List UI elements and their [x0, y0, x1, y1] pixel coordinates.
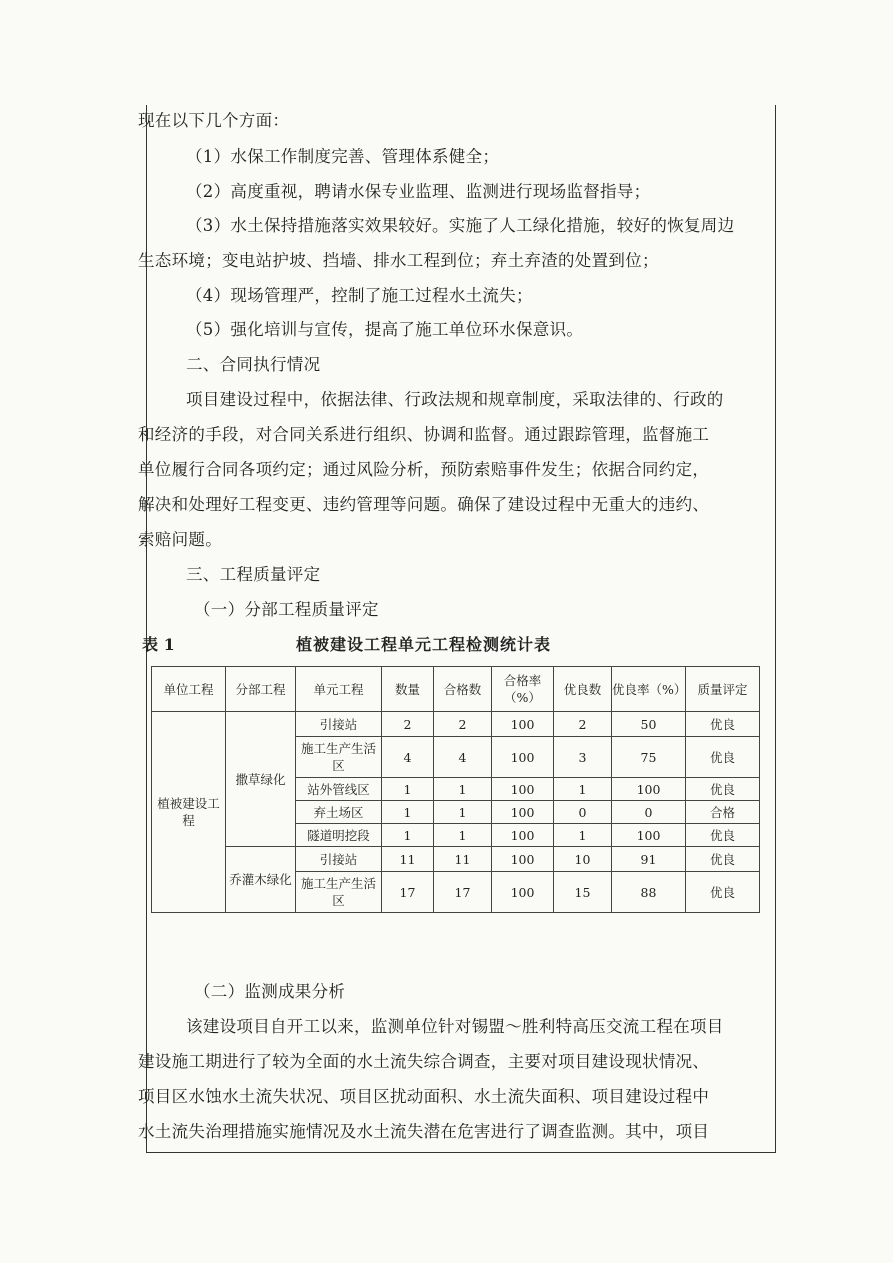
paragraph-line: 水土流失治理措施实施情况及水土流失潜在危害进行了调查监测。其中，项目 — [138, 1122, 710, 1141]
list-item-1: （1）水保工作制度完善、管理体系健全； — [186, 147, 500, 166]
cell-grade: 优良 — [686, 872, 760, 913]
cell-excellent: 3 — [554, 737, 612, 778]
cell-qualified-rate: 100 — [492, 778, 554, 801]
header-unit: 单位工程 — [152, 667, 226, 712]
header-excellent-rate: 优良率（%） — [612, 667, 686, 712]
cell-excellent-rate: 88 — [612, 872, 686, 913]
paragraph-line: 项目建设过程中，依据法律、行政法规和规章制度，采取法律的、行政的 — [186, 390, 724, 409]
cell-element: 引接站 — [296, 847, 382, 872]
cell-count: 1 — [382, 824, 434, 847]
header-count: 数量 — [382, 667, 434, 712]
paragraph-line: 索赔问题。 — [138, 530, 222, 549]
cell-qualified-rate: 100 — [492, 872, 554, 913]
cell-excellent-rate: 91 — [612, 847, 686, 872]
cell-excellent-rate: 50 — [612, 712, 686, 737]
list-item-5: （5）强化培训与宣传，提高了施工单位环水保意识。 — [186, 320, 584, 339]
cell-excellent: 1 — [554, 778, 612, 801]
cell-grade: 合格 — [686, 801, 760, 824]
cell-excellent-rate: 100 — [612, 778, 686, 801]
cell-count: 1 — [382, 801, 434, 824]
list-item-3: （3）水土保持措施落实效果较好。实施了人工绿化措施，较好的恢复周边 — [186, 216, 735, 235]
table-title: 植被建设工程单元工程检测统计表 — [296, 635, 552, 654]
paragraph-line: 项目区水蚀水土流失状况、项目区扰动面积、水土流失面积、项目建设过程中 — [138, 1087, 710, 1106]
cell-excellent: 0 — [554, 801, 612, 824]
header-grade: 质量评定 — [686, 667, 760, 712]
list-item-3-cont: 生态环境；变电站护坡、挡墙、排水工程到位；弃土弃渣的处置到位； — [138, 251, 659, 270]
cell-qualified: 17 — [434, 872, 492, 913]
paragraph-line: 单位履行合同各项约定；通过风险分析，预防索赔事件发生；依据合同约定， — [138, 460, 710, 479]
cell-excellent: 10 — [554, 847, 612, 872]
cell-grade: 优良 — [686, 847, 760, 872]
cell-division-1: 撒草绿化 — [226, 712, 296, 847]
section-heading-2: 二、合同执行情况 — [186, 355, 321, 374]
cell-count: 17 — [382, 872, 434, 913]
cell-count: 1 — [382, 778, 434, 801]
paragraph-line: 和经济的手段，对合同关系进行组织、协调和监督。通过跟踪管理，监督施工 — [138, 425, 710, 444]
quality-stats-table — [151, 666, 760, 913]
cell-qualified-rate: 100 — [492, 824, 554, 847]
subsection-heading: （二）监测成果分析 — [194, 982, 346, 1001]
paragraph-line: 解决和处理好工程变更、违约管理等问题。确保了建设过程中无重大的违约、 — [138, 495, 710, 514]
subsection-heading: （一）分部工程质量评定 — [194, 600, 379, 619]
table-row — [152, 847, 760, 872]
cell-element: 施工生产生活区 — [296, 737, 382, 778]
paragraph-line: 建设施工期进行了较为全面的水土流失综合调查，主要对项目建设现状情况、 — [138, 1052, 710, 1071]
cell-grade: 优良 — [686, 737, 760, 778]
cell-qualified: 11 — [434, 847, 492, 872]
cell-qualified: 4 — [434, 737, 492, 778]
header-qualified: 合格数 — [434, 667, 492, 712]
cell-qualified-rate: 100 — [492, 737, 554, 778]
table-header-row — [152, 667, 760, 712]
cell-count: 4 — [382, 737, 434, 778]
cell-grade: 优良 — [686, 824, 760, 847]
cell-qualified: 1 — [434, 778, 492, 801]
cell-grade: 优良 — [686, 712, 760, 737]
list-item-2: （2）高度重视，聘请水保专业监理、监测进行现场监督指导； — [186, 182, 651, 201]
cell-unit-name: 植被建设工程 — [152, 712, 226, 913]
header-excellent: 优良数 — [554, 667, 612, 712]
cell-qualified-rate: 100 — [492, 712, 554, 737]
cell-element: 引接站 — [296, 712, 382, 737]
cell-element: 施工生产生活区 — [296, 872, 382, 913]
cell-qualified: 2 — [434, 712, 492, 737]
cell-grade: 优良 — [686, 778, 760, 801]
section-heading-3: 三、工程质量评定 — [186, 565, 321, 584]
cell-excellent: 1 — [554, 824, 612, 847]
cell-division-2: 乔灌木绿化 — [226, 847, 296, 913]
cell-qualified: 1 — [434, 801, 492, 824]
cell-element: 站外管线区 — [296, 778, 382, 801]
cell-excellent-rate: 75 — [612, 737, 686, 778]
header-qualified-rate: 合格率（%） — [492, 667, 554, 712]
header-division: 分部工程 — [226, 667, 296, 712]
table-row — [152, 712, 760, 737]
list-item-4: （4）现场管理严，控制了施工过程水土流失； — [186, 286, 533, 305]
cell-qualified-rate: 100 — [492, 847, 554, 872]
cell-qualified: 1 — [434, 824, 492, 847]
cell-excellent: 2 — [554, 712, 612, 737]
cell-excellent-rate: 0 — [612, 801, 686, 824]
cell-count: 11 — [382, 847, 434, 872]
cell-element: 弃土场区 — [296, 801, 382, 824]
cell-excellent: 15 — [554, 872, 612, 913]
paragraph-line: 现在以下几个方面： — [138, 111, 290, 130]
header-element: 单元工程 — [296, 667, 382, 712]
cell-count: 2 — [382, 712, 434, 737]
cell-qualified-rate: 100 — [492, 801, 554, 824]
cell-element: 隧道明挖段 — [296, 824, 382, 847]
table-number: 表 1 — [142, 635, 175, 654]
cell-excellent-rate: 100 — [612, 824, 686, 847]
paragraph-line: 该建设项目自开工以来，监测单位针对锡盟～胜利特高压交流工程在项目 — [186, 1017, 724, 1036]
